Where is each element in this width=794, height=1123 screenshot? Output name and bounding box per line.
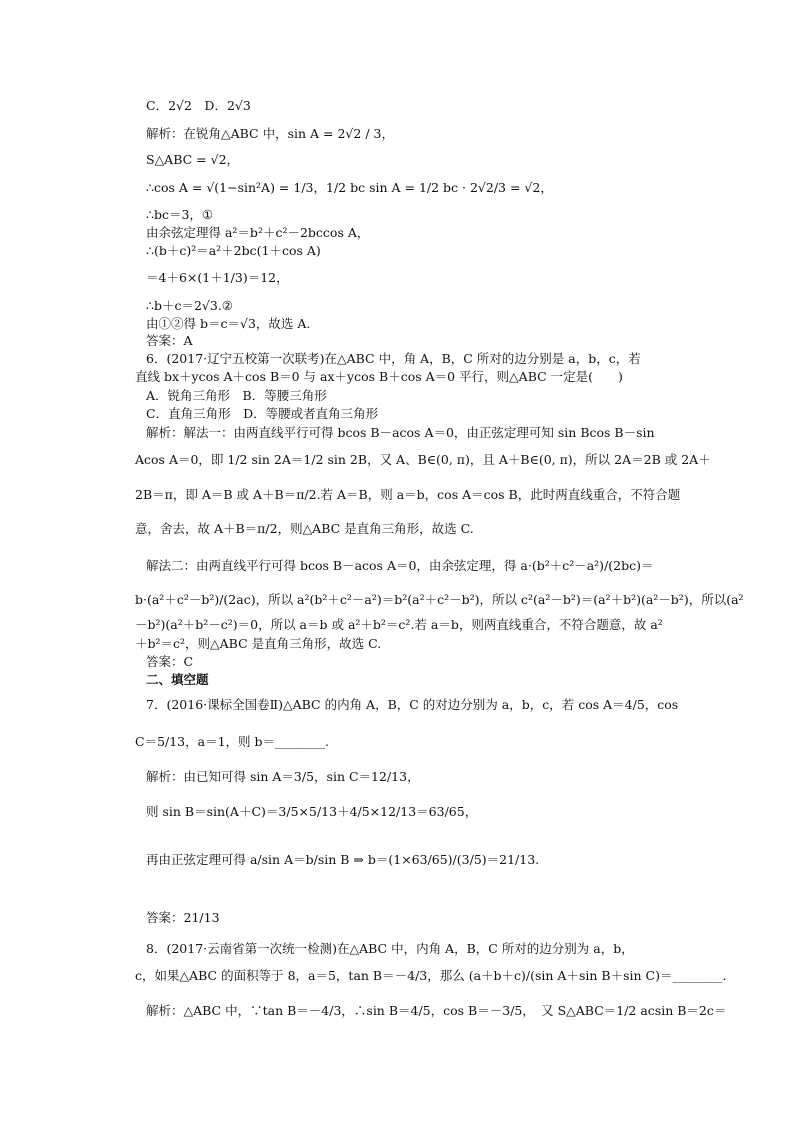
solution-line: 再由正弦定理可得 a/sin A＝b/sin B ⇒ b＝(1×63/65)/(3/5)＝21/13. [146, 852, 540, 867]
solution-line: 则 sin B＝sin(A＋C)＝3/5×5/13＋4/5×12/13＝63/65， [146, 804, 478, 819]
solution-line: 由①②得 b＝c＝√3，故选 A. [146, 316, 311, 331]
solution-line: 解析：在锐角△ABC 中，sin A = 2√2 / 3， [146, 126, 394, 141]
question-8-stem: c，如果△ABC 的面积等于 8，a＝5，tan B＝－4/3，那么 (a＋b＋c)/(sin A＋sin B＋sin C)＝________. [135, 968, 727, 983]
answer-line-7: 答案：21/13 [146, 910, 220, 925]
solution-line: 由余弦定理得 a²＝b²＋c²－2bccos A， [146, 225, 370, 240]
question-7-stem: C＝5/13，a＝1，则 b＝________. [135, 734, 329, 749]
question-6-options: C．直角三角形 D．等腰或者直角三角形 [146, 406, 379, 421]
answer-line-6: 答案：C [146, 654, 194, 669]
answer-line-5: 答案：A [146, 333, 193, 348]
solution-line: ∴bc＝3，① [146, 207, 214, 222]
solution-line: 解析：由已知可得 sin A＝3/5，sin C＝12/13， [146, 769, 420, 784]
solution-line: 解析：△ABC 中，∵tan B＝－4/3，∴sin B＝4/5，cos B＝－3/5， 又 S△ABC＝1/2 acsin B＝2c＝ [146, 1003, 727, 1018]
question-8-stem: 8．(2017·云南省第一次统一检测)在△ABC 中，内角 A，B，C 所对的边分别为 a，b， [146, 941, 634, 956]
solution-line: ∴b＋c＝2√3.② [146, 298, 234, 313]
solution-line: ＝4＋6×(1＋1/3)＝12， [146, 270, 289, 285]
solution-line: 意，舍去，故 A＋B＝π/2，则△ABC 是直角三角形，故选 C. [135, 521, 474, 536]
question-6-stem: 直线 bx＋ycos A＋cos B＝0 与 ax＋ycos B＋cos A＝0 平行，则△ABC 一定是( ) [135, 369, 623, 384]
solution-line: b·(a²＋c²－b²)/(2ac)，所以 a²(b²＋c²－a²)＝b²(a²＋c²－b²)，所以 c²(a²－b²)＝(a²＋b²)(a²－b²)，所以(a² [135, 592, 744, 607]
solution-line: 解法二：由两直线平行可得 bcos B－acos A＝0，由余弦定理，得 a·(b²＋c²－a²)/(2bc)＝ [146, 558, 654, 573]
question-6-options: A．锐角三角形 B．等腰三角形 [146, 388, 327, 403]
solution-line: 解析：解法一：由两直线平行可得 bcos B－acos A＝0，由正弦定理可知 sin Bcos B－sin [146, 425, 655, 440]
question-6-stem: 6．(2017·辽宁五校第一次联考)在△ABC 中，角 A，B，C 所对的边分别是 a，b，c，若 [146, 351, 641, 366]
solution-line: S△ABC = √2， [146, 152, 240, 167]
solution-line: －b²)(a²＋b²－c²)＝0，所以 a＝b 或 a²＋b²＝c².若 a＝b，则两直线重合，不符合题意，故 a² [135, 617, 663, 632]
section-title: 二、填空题 [146, 672, 209, 687]
solution-line: 2B＝π，即 A＝B 或 A＋B＝π/2.若 A＝B，则 a＝b，cos A＝cos B，此时两直线重合，不符合题 [135, 487, 681, 502]
solution-line: ∴cos A = √(1−sin²A) = 1/3，1/2 bc sin A = 1/2 bc · 2√2/3 = √2， [146, 180, 553, 195]
solution-line: Acos A＝0，即 1/2 sin 2A＝1/2 sin 2B，又 A、B∈(0, π)，且 A＋B∈(0, π)，所以 2A＝2B 或 2A＋ [135, 452, 711, 467]
option-line-cd-5: C．2√2 D．2√3 [146, 98, 251, 113]
solution-line: ∴(b＋c)²＝a²＋2bc(1＋cos A) [146, 243, 321, 258]
question-7-stem: 7．(2016·课标全国卷Ⅱ)△ABC 的内角 A，B，C 的对边分别为 a，b，c，若 cos A＝4/5，cos [146, 697, 679, 712]
solution-line: ＋b²＝c²，则△ABC 是直角三角形，故选 C. [135, 636, 382, 651]
